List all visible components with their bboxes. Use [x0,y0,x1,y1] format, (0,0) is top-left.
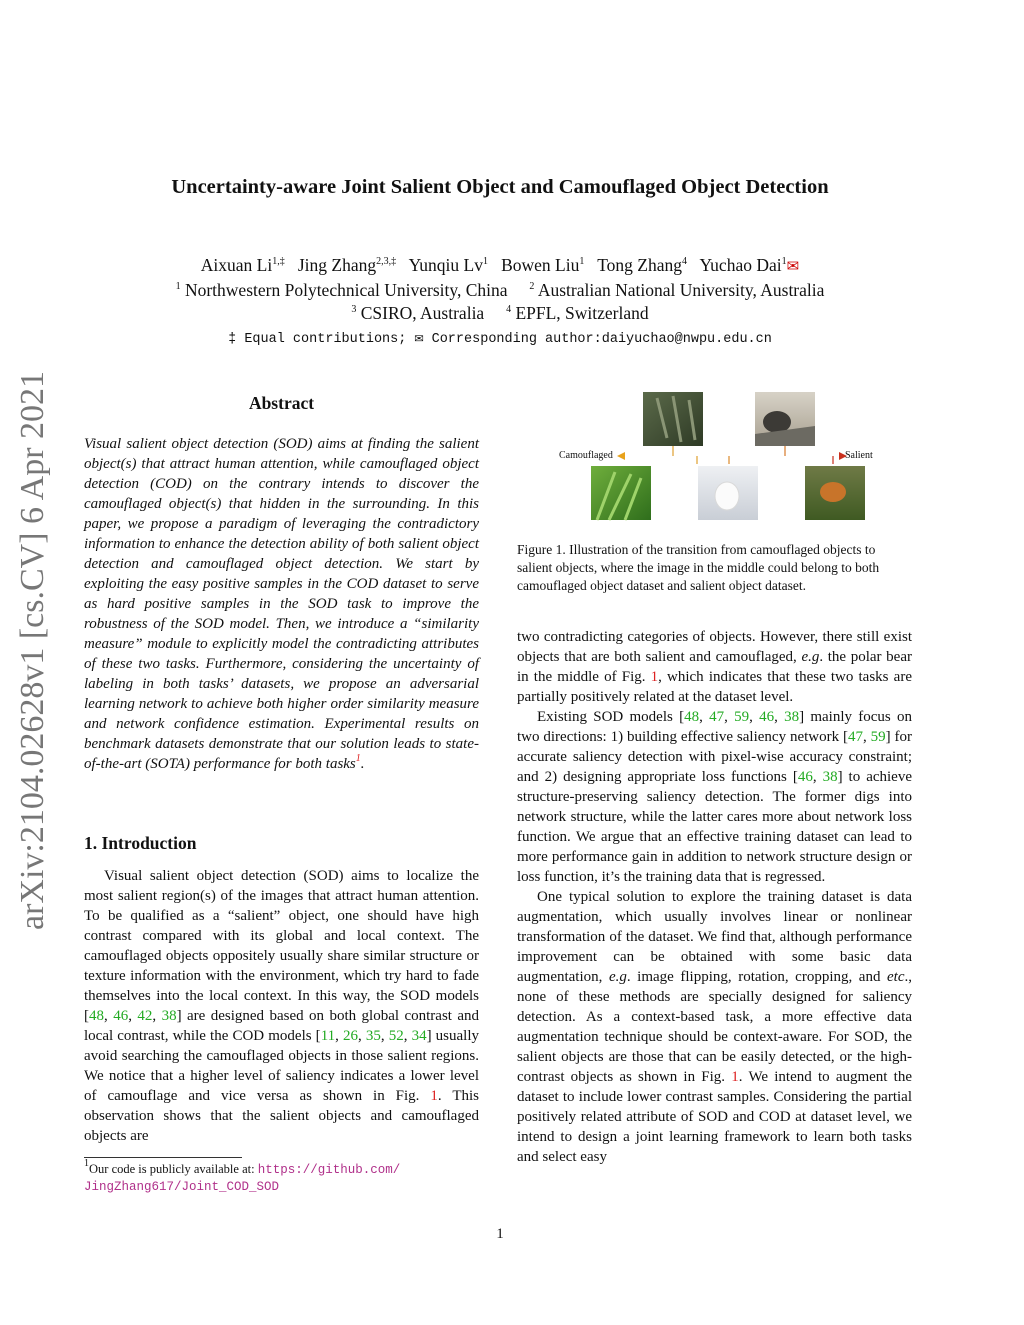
paragraph: Visual salient object detection (SOD) aims to localize the most salient region(s) of the images that attract human attention. To be qualified as a “salient” object, one should have high contrast compared with its global and local context. The camouflaged objects oppositely usually share similar structure or texture information with the environment, which try hard to fade themselves into the local context. In this way, the SOD models [48, 46, 42, 38] are designed based on both global contrast and local contrast, while the COD models [11, 26, 35, 52, 34] usually avoid searching the camouflaged objects in those salient regions. We notice that a higher level of saliency indicates a lower level of camouflage and vice versa as shown in Fig. 1. This observation shows that the salient objects and camouflaged objects are [84,868,480,1144]
figure-caption: Figure 1. Illustration of the transition from camouflaged objects to salient objects, where the image in the middle could belong to both camouflaged object dataset and salient object dataset. [517,542,880,593]
footnote-divider [84,1157,242,1158]
citation-link[interactable]: 46 [759,709,775,725]
abstract-heading: Abstract [248,393,315,413]
figure-link[interactable]: 1 [650,669,659,685]
paragraph: two contradicting categories of objects. However, there still exist objects that are both salient and camouflaged, e.g. the polar bear in the middle of Fig. 1, which indicates that these two tasks are partially positively related at the dataset level. [517,629,912,705]
paper-title: Uncertainty-aware Joint Salient Object and Camouflaged Object Detection [171,176,829,198]
author-name: Bowen Liu [501,255,580,275]
affiliation: Northwestern Polytechnical University, China [184,280,508,300]
code-link[interactable]: JingZhang617/Joint_COD_SOD [84,1180,280,1194]
figure-link[interactable]: 1 [430,1088,438,1104]
affiliation: EPFL, Switzerland [515,303,649,323]
citation-link[interactable]: 38 [822,769,838,785]
citation-link[interactable]: 59 [734,709,750,725]
section-heading: 1. Introduction [84,833,197,853]
author-name: Yuchao Dai [699,255,782,275]
affiliation: CSIRO, Australia [360,303,485,323]
code-link[interactable]: https://github.com/ [257,1163,401,1177]
author-line: Aixuan $Li^{1,\ddagger}$ Jing Zhang$^{2,3,\ddagger}$ Yunqiu Lv$^1$ Bowen Liu$^1$ Tong Zhang$^4$ Yuchao Dai$^1$✉ [200,255,800,275]
citation-link[interactable]: 47 [847,729,863,745]
abstract-text: Visual salient object detection (SOD) aims at finding the salient object(s) that attract human attention, while camouflaged object detection (COD) on the contrary intends to discover the camouflaged object(s) that hidden in the surrounding. In this paper, we propose a paradigm of leveraging the contradictory information to enhance the detection ability of both salient object detection and camouflaged object detection. We start by exploiting the easy positive samples in the COD dataset to serve as hard positive samples in the SOD task to improve the robustness of the SOD model. Then, we introduce a “similarity measure” module to explicitly model the contradicting attributes of these two tasks. Furthermore, considering the uncertainty of labeling in both tasks’ datasets, we propose an adversarial learning network to achieve both higher order similarity measure and network confidence estimation. Experimental results on benchmark datasets demonstrate that our solution leads to state-of-the-art (SOTA) performance for both tasks$^1$. [84,436,479,772]
citation-link[interactable]: 59 [870,729,886,745]
affiliation-line: $^3$ CSIRO, Australia $^4$ EPFL, Switzerland [351,303,649,323]
citation-link[interactable]: 48 [89,1008,104,1024]
mail-icon: ✉ [414,330,424,347]
citation-link[interactable]: 34 [411,1028,427,1044]
citation-link[interactable]: 35 [365,1028,381,1044]
author-block [0,254,1000,325]
page-number: 1 [496,1226,504,1242]
affiliation: Australian National University, Australia [537,280,825,300]
figure-1 [555,388,885,526]
citation-link[interactable]: 48 [684,709,700,725]
right-column-text [517,627,912,1167]
salient-label: Salient [845,450,873,461]
figure-link[interactable]: 1 [731,1069,739,1085]
author-name: Yunqiu Lv [408,255,483,275]
citation-link[interactable]: 52 [388,1028,404,1044]
paragraph: One typical solution to explore the training dataset is data augmentation, which usually involves linear or nonlinear transformation of the dataset. We find that, although performance improvement can be obtained with some basic data augmentation, e.g. image flipping, rotation, cropping, and etc., none of these methods are specially designed for saliency detection. As a context-based task, a more effective data augmentation technique should be context-aware. For SOD, the salient objects are those that can be easily detected, or the high-contrast objects as shown in Fig. 1. We intend to augment the dataset to include lower contrast samples. Considering the partial positively related attribute of SOD and COD at dataset level, we intend to design a joint learning framework to learn both tasks and select easy [517,889,912,1165]
citation-link[interactable]: 47 [709,709,725,725]
citation-link[interactable]: 38 [784,709,800,725]
contribution-note: ‡ Equal contributions; ✉ Corresponding author:daiyuchao@nwpu.edu.cn [228,330,772,347]
citation-link[interactable]: 11 [320,1028,336,1044]
author-name: Tong Zhang [597,255,682,275]
intro-text [84,866,479,1146]
citation-link[interactable]: 26 [343,1028,358,1044]
author-name: Jing Zhang [297,255,377,275]
arxiv-stamp: arXiv:2104.02628v1 [cs.CV] 6 Apr 2021 [14,370,51,930]
citation-link[interactable]: 46 [797,769,813,785]
affiliation-line: $^1$ Northwestern Polytechnical University, China $^2$ Australian National University, Australia [175,280,825,300]
paragraph: Existing SOD models [48, 47, 59, 46, 38] mainly focus on two directions: 1) building effective saliency network [47, 59] for accurate saliency detection with pixel-wise accuracy constraint; and 2) designing appropriate loss functions [46, 38] to achieve structure-preserving saliency detection. The former digs into network structure, while the latter cares more about network loss function. We argue that an effective training dataset can lead to more performance gain in addition to network structure design or loss function, it’s the training data that is regressed. [517,709,913,885]
camouflaged-label: Camouflaged [559,450,613,461]
citation-link[interactable]: 46 [113,1008,129,1024]
citation-link[interactable]: 42 [137,1008,153,1024]
footnote: $^1$Our code is publicly available at: https://github.com/ JingZhang617/Joint_COD_SOD [84,1158,401,1194]
citation-link[interactable]: 38 [161,1008,177,1024]
mail-icon: ✉ [786,259,800,275]
footnote-marker[interactable]: 1 [355,753,361,764]
author-name: Aixuan Li [200,255,273,275]
